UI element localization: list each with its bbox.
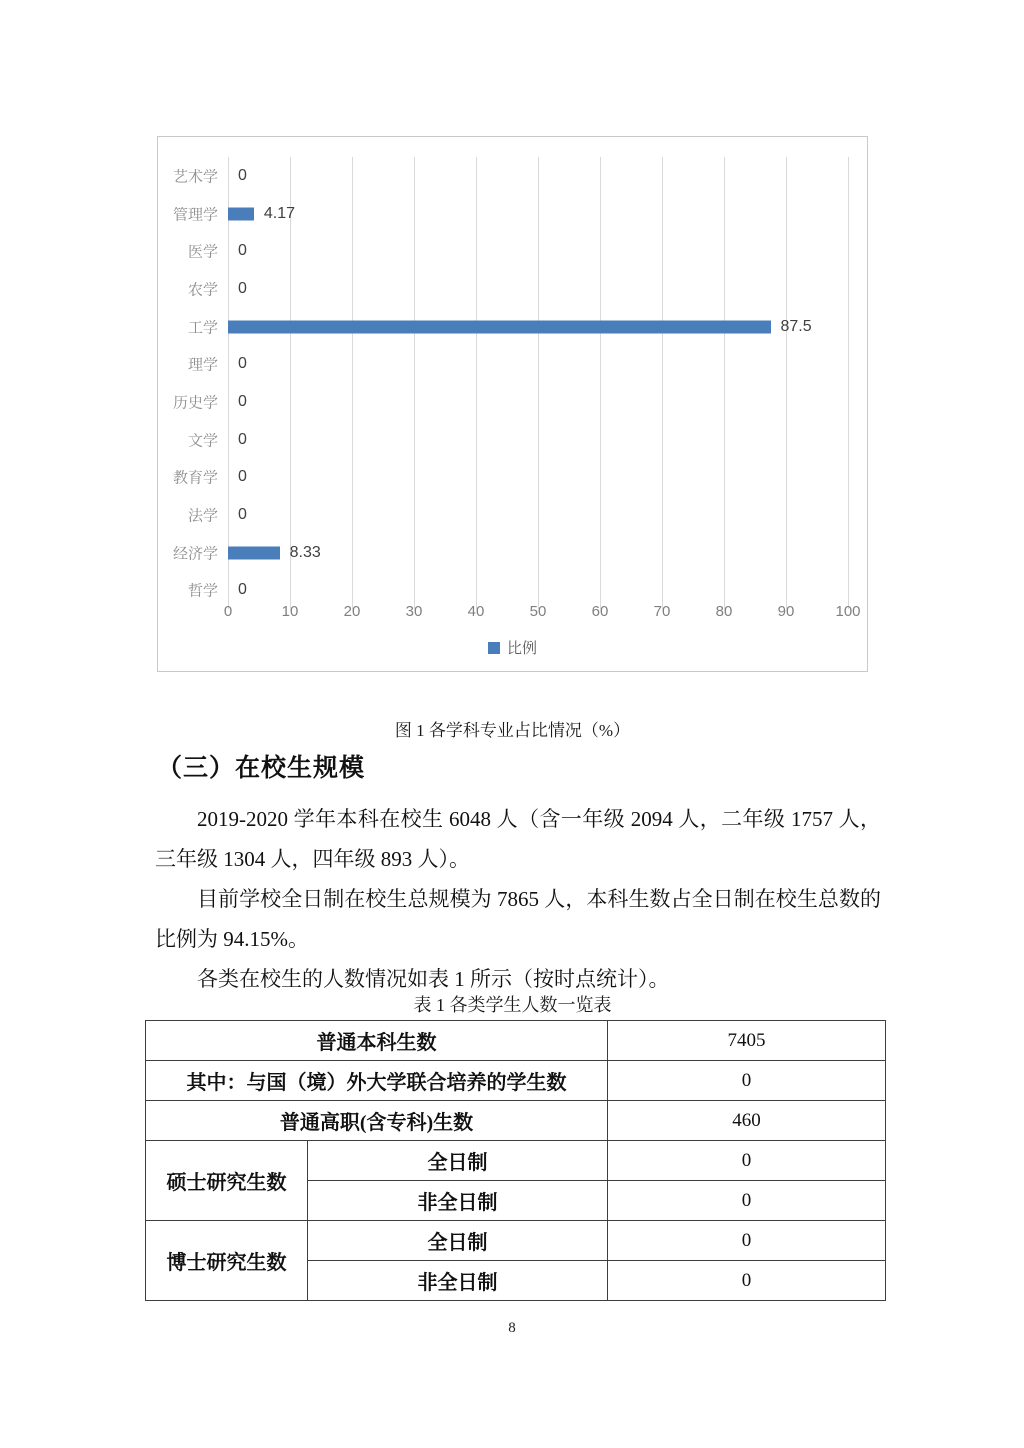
value-label: 4.17 <box>263 204 295 222</box>
x-tick-label: 90 <box>777 603 795 620</box>
category-label: 历史学 <box>172 395 218 412</box>
row-label: 非全日制 <box>308 1261 608 1301</box>
paragraph: 目前学校全日制在校生总规模为 7865 人，本科生数占全日制在校生总数的比例为 94.15%。 <box>155 887 881 951</box>
value-label: 0 <box>238 581 247 599</box>
legend-label: 比例 <box>506 641 537 657</box>
category-label: 理学 <box>187 357 218 374</box>
value-label: 8.33 <box>289 543 321 561</box>
x-tick-label: 40 <box>467 603 485 620</box>
paragraph: 2019-2020 学年本科在校生 6048 人（含一年级 2094 人，二年级 1757 人，三年级 1304 人，四年级 893 人）。 <box>155 807 881 871</box>
value-label: 0 <box>238 392 247 410</box>
value-label: 0 <box>238 242 247 260</box>
chart-row <box>158 345 867 383</box>
legend-swatch-icon <box>488 642 500 654</box>
x-tick-label: 70 <box>653 603 671 620</box>
chart-x-axis <box>158 603 867 625</box>
chart-row <box>158 458 867 496</box>
row-value: 0 <box>608 1061 886 1101</box>
row-value: 7405 <box>608 1021 886 1061</box>
chart-row <box>158 421 867 459</box>
value-label: 0 <box>238 430 247 448</box>
row-value: 0 <box>608 1221 886 1261</box>
bar <box>228 207 254 220</box>
section-heading: （三）在校生规模 <box>157 754 366 782</box>
category-label: 哲学 <box>187 583 218 600</box>
row-label: 其中：与国（境）外大学联合培养的学生数 <box>146 1061 608 1101</box>
row-group-label: 博士研究生数 <box>146 1221 308 1301</box>
value-label: 0 <box>238 355 247 373</box>
chart-row <box>158 383 867 421</box>
row-value: 0 <box>608 1141 886 1181</box>
value-label: 87.5 <box>780 317 812 335</box>
bar <box>228 546 280 559</box>
chart-row <box>158 270 867 308</box>
category-label: 艺术学 <box>172 169 218 186</box>
category-label: 法学 <box>187 508 218 525</box>
table-row <box>146 1221 886 1261</box>
row-label: 普通高职(含专科)生数 <box>146 1101 608 1141</box>
row-label: 全日制 <box>308 1221 608 1261</box>
table-row <box>146 1021 886 1061</box>
category-label: 医学 <box>187 244 218 261</box>
value-label: 0 <box>238 279 247 297</box>
row-label: 非全日制 <box>308 1181 608 1221</box>
table-row <box>146 1101 886 1141</box>
body-text <box>155 799 881 999</box>
table-row <box>146 1141 886 1181</box>
chart-row <box>158 195 867 233</box>
table-row <box>146 1061 886 1101</box>
chart-row <box>158 232 867 270</box>
chart-row <box>158 496 867 534</box>
x-tick-label: 30 <box>405 603 423 620</box>
category-label: 教育学 <box>172 470 218 487</box>
row-value: 0 <box>608 1261 886 1301</box>
category-label: 工学 <box>187 320 218 337</box>
student-numbers-table <box>145 1020 886 1301</box>
x-tick-label: 60 <box>591 603 609 620</box>
chart-row <box>158 534 867 572</box>
x-tick-label: 100 <box>835 603 861 620</box>
chart-plot-area <box>158 157 867 609</box>
chart-row <box>158 157 867 195</box>
x-tick-label: 20 <box>343 603 361 620</box>
bar-chart <box>157 136 868 672</box>
chart-legend <box>158 637 867 658</box>
bar <box>228 320 771 333</box>
x-tick-label: 10 <box>281 603 299 620</box>
x-tick-label: 80 <box>715 603 733 620</box>
x-tick-label: 50 <box>529 603 547 620</box>
row-value: 0 <box>608 1181 886 1221</box>
row-label: 全日制 <box>308 1141 608 1181</box>
row-label: 普通本科生数 <box>146 1021 608 1061</box>
chart-rows <box>158 157 867 609</box>
value-label: 0 <box>238 468 247 486</box>
category-label: 农学 <box>187 282 218 299</box>
category-label: 经济学 <box>172 546 218 563</box>
category-label: 管理学 <box>172 207 218 223</box>
page-number: 8 <box>508 1320 516 1336</box>
table-caption: 表 1 各类学生人数一览表 <box>413 995 612 1015</box>
row-value: 460 <box>608 1101 886 1141</box>
value-label: 0 <box>238 505 247 523</box>
value-label: 0 <box>238 166 247 184</box>
chart-row <box>158 308 867 346</box>
row-group-label: 硕士研究生数 <box>146 1141 308 1221</box>
figure-caption: 图 1 各学科专业占比情况（%） <box>394 721 631 740</box>
paragraph: 各类在校生的人数情况如表 1 所示（按时点统计）。 <box>197 967 670 991</box>
category-label: 文学 <box>187 433 218 450</box>
x-tick-label: 0 <box>223 603 233 620</box>
